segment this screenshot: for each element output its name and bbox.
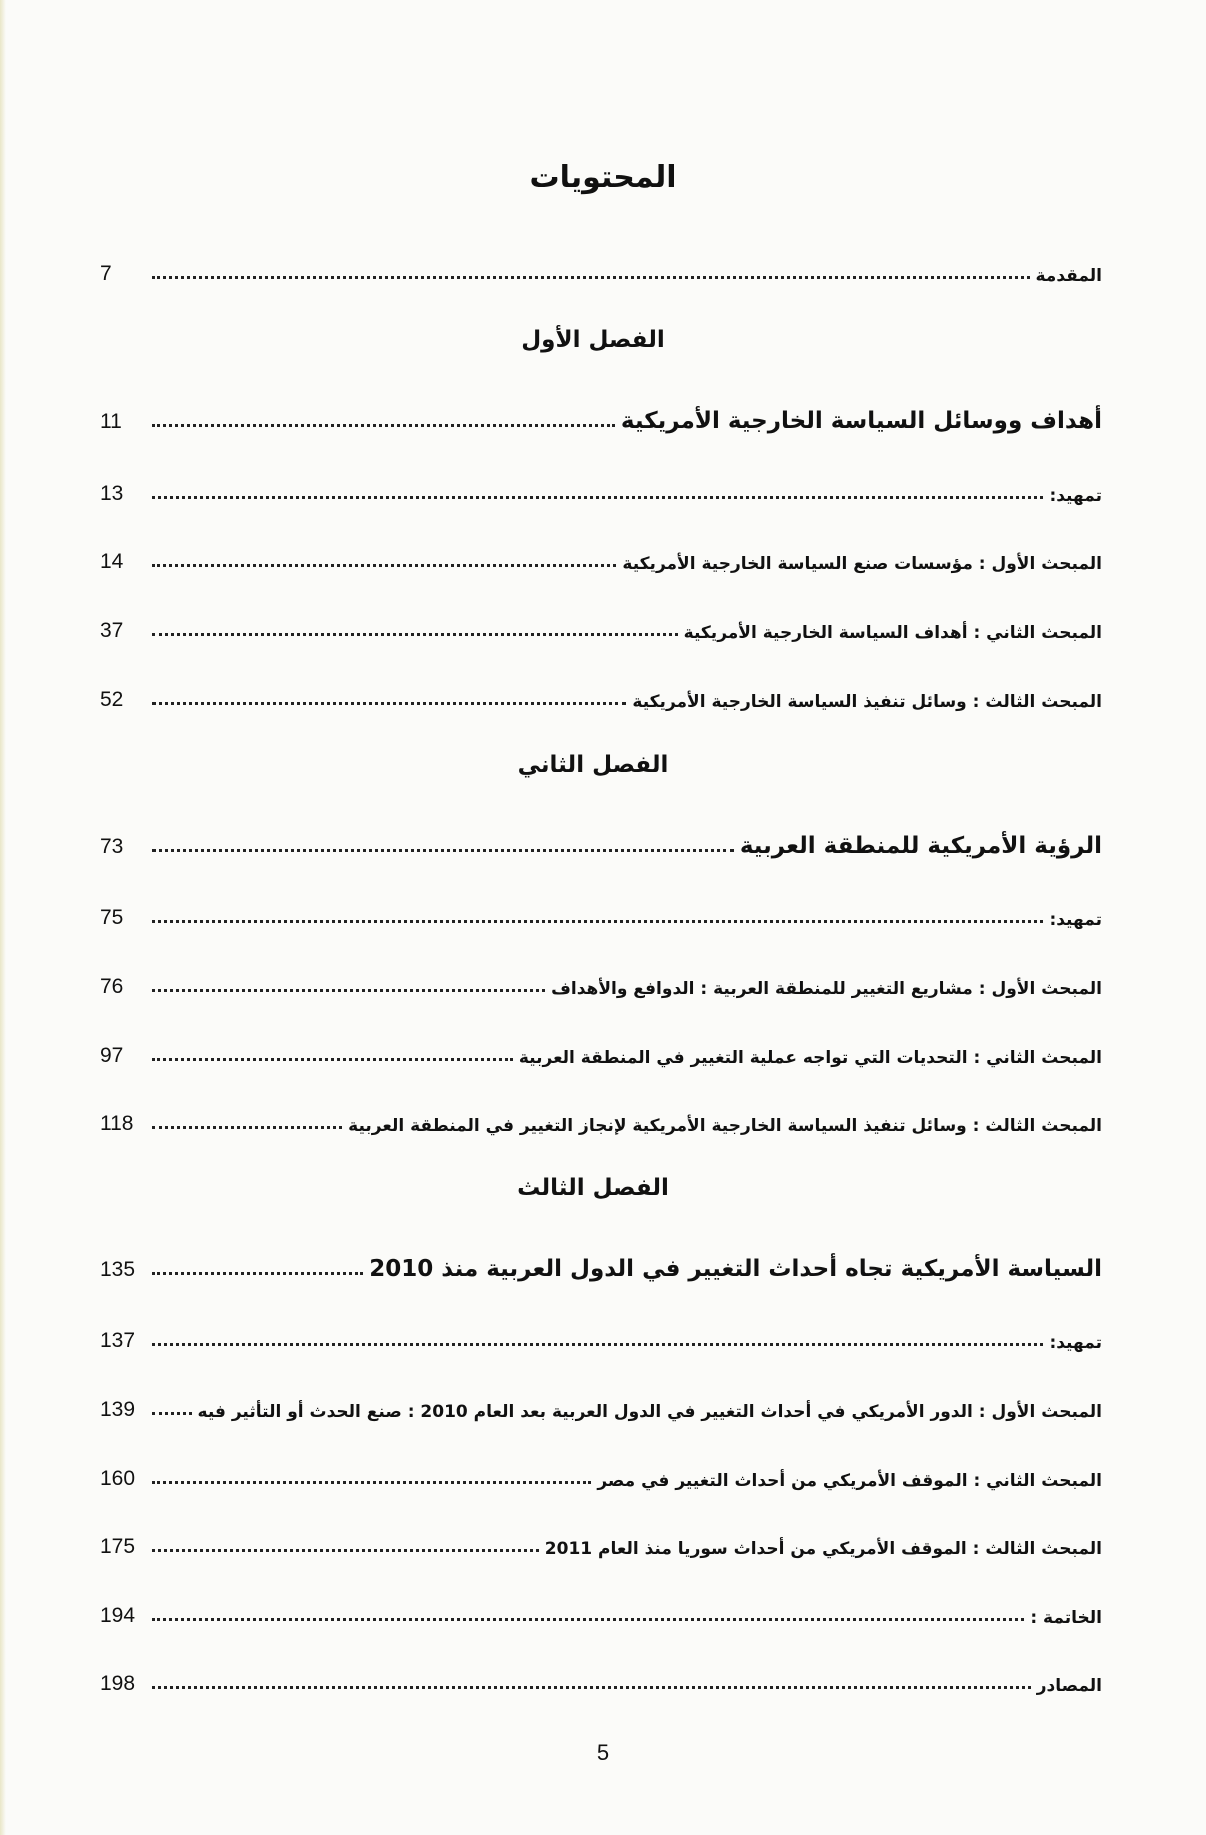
toc-entry-label: المصادر xyxy=(1036,1676,1102,1696)
toc-entry[interactable] xyxy=(100,678,1102,712)
chapter-heading: الفصل الثالث xyxy=(517,1175,669,1201)
toc-entry-label: المبحث الثاني : الموقف الأمريكي من أحداث التغيير في مصر xyxy=(597,1471,1102,1491)
page-edge xyxy=(0,0,6,1835)
toc-entry-label: المبحث الثاني : التحديات التي تواجه عملية التغيير في المنطقة العربية xyxy=(518,1048,1102,1068)
chapter-heading: الفصل الأول xyxy=(521,327,665,353)
toc-entry-page: 37 xyxy=(100,619,124,642)
dot-leader xyxy=(152,920,1043,923)
toc-entry[interactable] xyxy=(100,609,1102,643)
toc-entry-page: 160 xyxy=(100,1467,136,1490)
toc-entry-label: المبحث الأول : الدور الأمريكي في أحداث التغيير في الدول العربية بعد العام 2010 : صنع الحدث أو التأثير فيه xyxy=(197,1402,1102,1422)
toc-entry-page: 139 xyxy=(100,1398,136,1421)
chapter-heading: الفصل الثاني xyxy=(517,752,669,778)
toc-entry-label: الخاتمة : xyxy=(1030,1608,1102,1628)
toc-entry[interactable] xyxy=(100,1594,1102,1628)
toc-entry[interactable] xyxy=(100,1034,1102,1068)
toc-entry-page: 14 xyxy=(100,550,124,573)
toc-entry[interactable] xyxy=(100,252,1102,286)
toc-entry-page: 97 xyxy=(100,1044,124,1067)
toc-entry-page: 76 xyxy=(100,975,124,998)
toc-entry[interactable] xyxy=(100,965,1102,999)
toc-entry[interactable] xyxy=(100,540,1102,574)
toc-entry[interactable] xyxy=(100,896,1102,930)
dot-leader xyxy=(152,1126,342,1129)
toc-entry-page: 194 xyxy=(100,1604,136,1627)
toc-entry-page: 175 xyxy=(100,1535,136,1558)
toc-entry-label: تمهيد: xyxy=(1049,1333,1102,1353)
page-title: المحتويات xyxy=(529,160,677,195)
toc-entry[interactable] xyxy=(100,1102,1102,1136)
toc-entry[interactable] xyxy=(100,1662,1102,1696)
toc-entry[interactable] xyxy=(100,1248,1102,1282)
toc-entry-label: المبحث الثالث : وسائل تنفيذ السياسة الخارجية الأمريكية xyxy=(632,692,1102,712)
toc-entry-label: المبحث الأول : مشاريع التغيير للمنطقة العربية : الدوافع والأهداف xyxy=(551,979,1102,999)
toc-entry-page: 73 xyxy=(100,835,124,858)
dot-leader xyxy=(152,1686,1031,1689)
toc-entry-page: 75 xyxy=(100,906,124,929)
dot-leader xyxy=(152,564,616,567)
dot-leader xyxy=(152,496,1043,499)
dot-leader xyxy=(152,633,678,636)
toc-entry[interactable] xyxy=(100,825,1102,859)
toc-entry-label: المبحث الأول : مؤسسات صنع السياسة الخارجية الأمريكية xyxy=(622,554,1102,574)
toc-entry[interactable] xyxy=(100,400,1102,434)
toc-entry-page: 118 xyxy=(100,1112,134,1135)
dot-leader xyxy=(152,424,615,427)
toc-entry[interactable] xyxy=(100,472,1102,506)
dot-leader xyxy=(152,1481,591,1484)
toc-entry-page: 7 xyxy=(100,262,112,285)
dot-leader xyxy=(152,1343,1043,1346)
dot-leader xyxy=(152,989,545,992)
toc-entry-page: 13 xyxy=(100,482,124,505)
toc-entry-page: 137 xyxy=(100,1329,136,1352)
toc-entry-label: المبحث الثاني : أهداف السياسة الخارجية الأمريكية xyxy=(683,623,1102,643)
toc-entry-page: 52 xyxy=(100,688,124,711)
toc-entry-page: 11 xyxy=(100,410,122,433)
toc-entry-label: تمهيد: xyxy=(1049,486,1102,506)
toc-entry-page: 198 xyxy=(100,1672,136,1695)
dot-leader xyxy=(152,1412,192,1415)
dot-leader xyxy=(152,849,734,852)
toc-entry-label: المبحث الثالث : وسائل تنفيذ السياسة الخارجية الأمريكية لإنجاز التغيير في المنطقة العربية xyxy=(348,1116,1102,1136)
toc-entry[interactable] xyxy=(100,1388,1102,1422)
toc-entry[interactable] xyxy=(100,1525,1102,1559)
page-number: 5 xyxy=(596,1740,610,1765)
toc-entry-label: المقدمة xyxy=(1035,266,1102,286)
dot-leader xyxy=(152,1272,363,1275)
dot-leader xyxy=(152,1618,1024,1621)
dot-leader xyxy=(152,1058,513,1061)
toc-entry-label: أهداف ووسائل السياسة الخارجية الأمريكية xyxy=(620,408,1102,434)
dot-leader xyxy=(152,1549,539,1552)
toc-entry-label: الرؤية الأمريكية للمنطقة العربية xyxy=(739,833,1102,859)
toc-entry-label: المبحث الثالث : الموقف الأمريكي من أحداث سوريا منذ العام 2011 xyxy=(544,1539,1102,1559)
toc-entry[interactable] xyxy=(100,1319,1102,1353)
toc-entry[interactable] xyxy=(100,1457,1102,1491)
toc-entry-page: 135 xyxy=(100,1258,136,1281)
toc-entry-label: تمهيد: xyxy=(1049,910,1102,930)
dot-leader xyxy=(152,702,626,705)
toc-entry-label: السياسة الأمريكية تجاه أحداث التغيير في الدول العربية منذ 2010 xyxy=(369,1256,1102,1282)
dot-leader xyxy=(152,276,1030,279)
